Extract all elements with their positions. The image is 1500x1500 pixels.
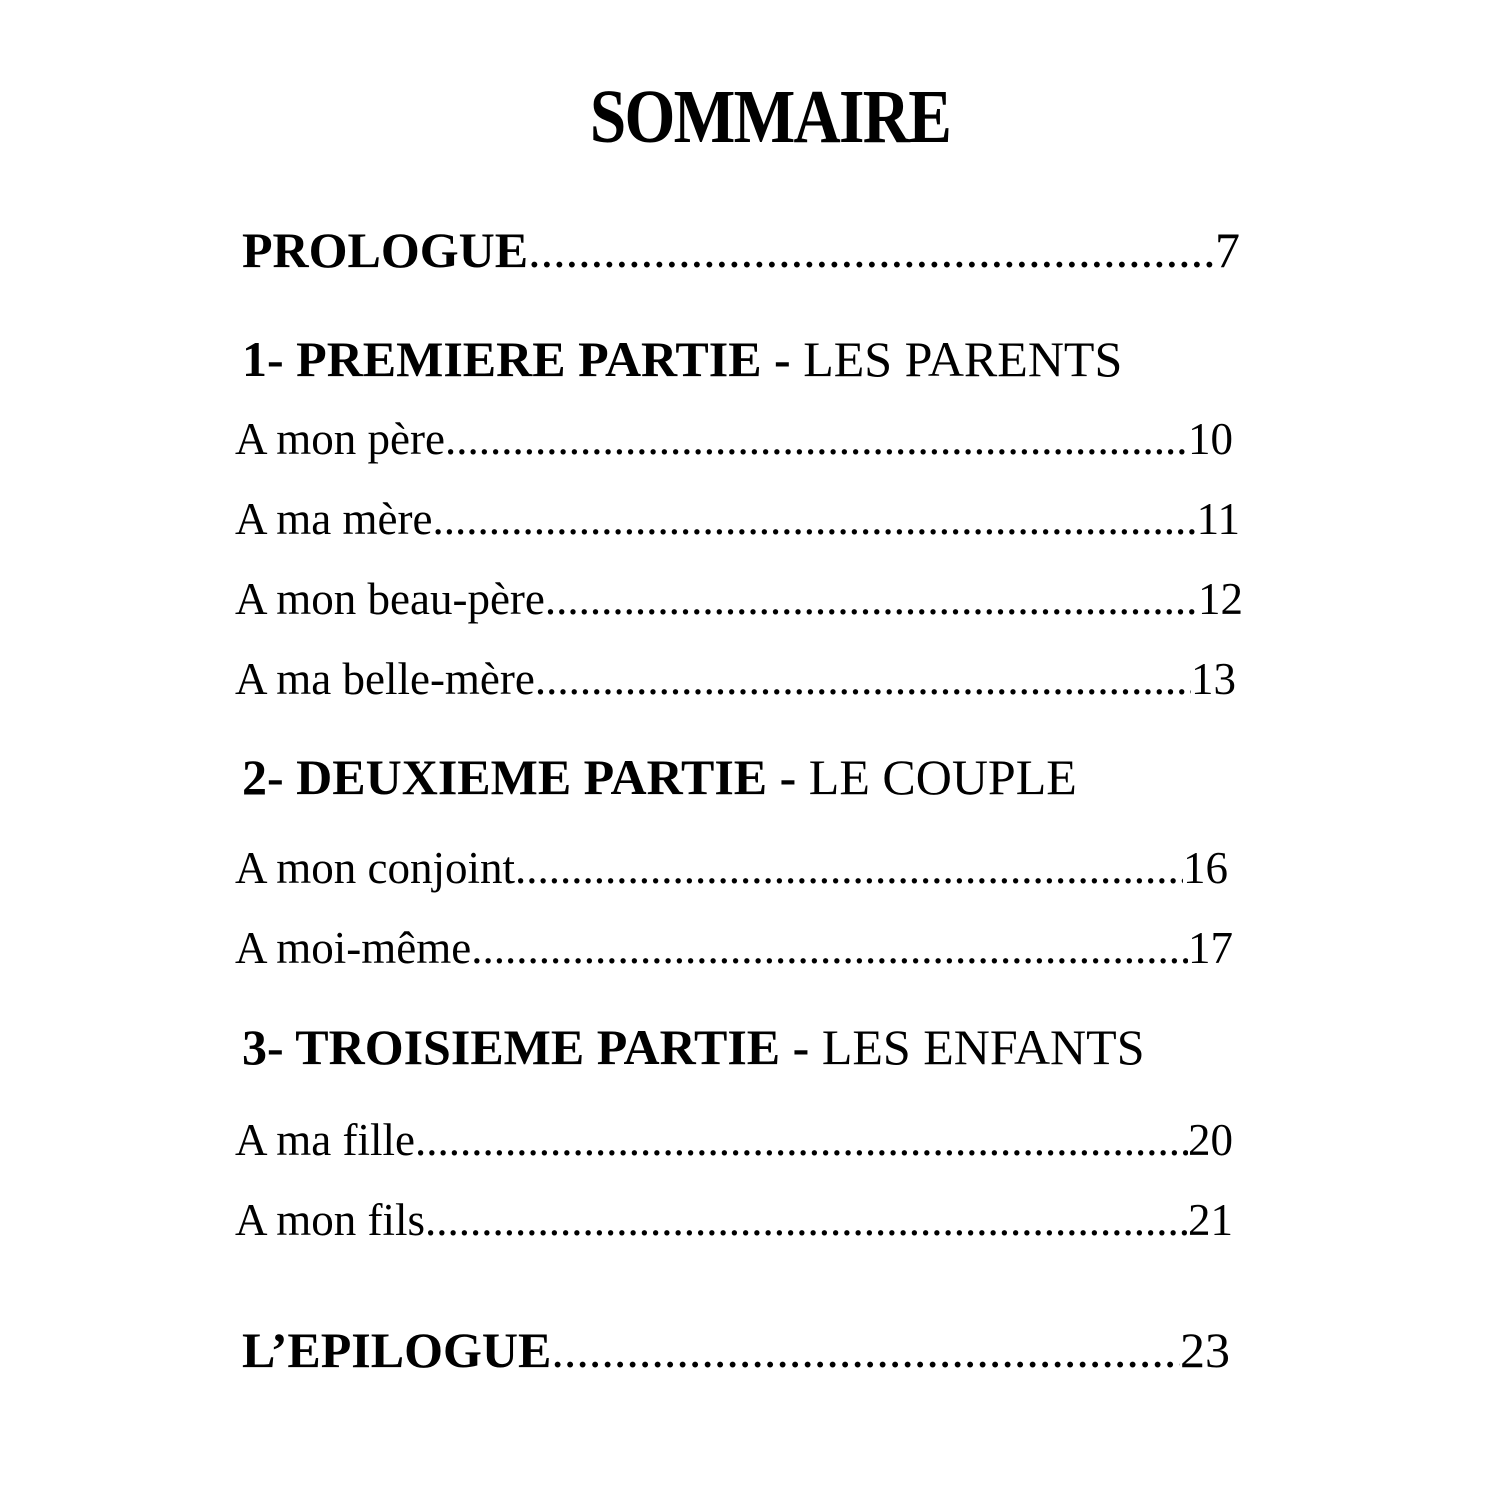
dot-leader <box>425 1192 1188 1248</box>
toc-page-number: 13 <box>1191 654 1236 704</box>
toc-page-number: 10 <box>1188 414 1233 464</box>
dot-leader <box>432 491 1196 547</box>
section-heading-2 <box>242 747 1077 807</box>
toc-page-number: 7 <box>1215 222 1240 278</box>
toc-row[interactable] <box>235 920 1233 976</box>
toc-label: A ma mère <box>235 494 433 544</box>
toc-label: L’EPILOGUE <box>242 1322 552 1378</box>
toc-row[interactable] <box>235 491 1240 547</box>
toc-page-number: 23 <box>1180 1322 1230 1378</box>
toc-page-number: 21 <box>1188 1195 1233 1245</box>
section-subtitle: LE COUPLE <box>808 749 1077 805</box>
dot-leader <box>545 571 1198 627</box>
toc-page-number: 20 <box>1188 1115 1233 1165</box>
section-heading-3 <box>242 1017 1145 1077</box>
toc-label: A mon fils <box>235 1195 426 1245</box>
toc-page-number: 12 <box>1198 574 1243 624</box>
dot-leader <box>551 1320 1180 1380</box>
dot-leader <box>415 1112 1188 1168</box>
toc-label: A mon beau-père <box>235 574 545 624</box>
section-subtitle: LES PARENTS <box>803 331 1123 387</box>
dot-leader <box>515 840 1183 896</box>
toc-row[interactable] <box>235 411 1233 467</box>
toc-label: PROLOGUE <box>242 222 529 278</box>
dot-leader <box>528 220 1215 280</box>
section-title: 2- DEUXIEME PARTIE - <box>242 749 809 805</box>
toc-row-prologue[interactable] <box>242 220 1240 280</box>
toc-row[interactable] <box>235 571 1243 627</box>
dot-leader <box>445 411 1188 467</box>
toc-page-number: 17 <box>1188 923 1233 973</box>
toc-page-number: 16 <box>1183 843 1228 893</box>
dot-leader <box>535 651 1191 707</box>
section-title: 3- TROISIEME PARTIE - <box>242 1019 822 1075</box>
toc-row-epilogue[interactable] <box>242 1320 1230 1380</box>
toc-label: A ma belle-mère <box>235 654 535 704</box>
toc-row[interactable] <box>235 840 1228 896</box>
toc-page-number: 11 <box>1196 494 1240 544</box>
dot-leader <box>471 920 1188 976</box>
section-subtitle: LES ENFANTS <box>821 1019 1145 1075</box>
toc-label: A moi-même <box>235 923 472 973</box>
page-title: SOMMAIRE <box>589 75 951 159</box>
toc-label: A mon conjoint <box>235 843 515 893</box>
section-title: 1- PREMIERE PARTIE - <box>242 331 804 387</box>
toc-row[interactable] <box>235 1112 1233 1168</box>
toc-label: A mon père <box>235 414 445 464</box>
toc-row[interactable] <box>235 1192 1233 1248</box>
section-heading-1 <box>242 329 1122 389</box>
toc-label: A ma fille <box>235 1115 415 1165</box>
toc-row[interactable] <box>235 651 1236 707</box>
